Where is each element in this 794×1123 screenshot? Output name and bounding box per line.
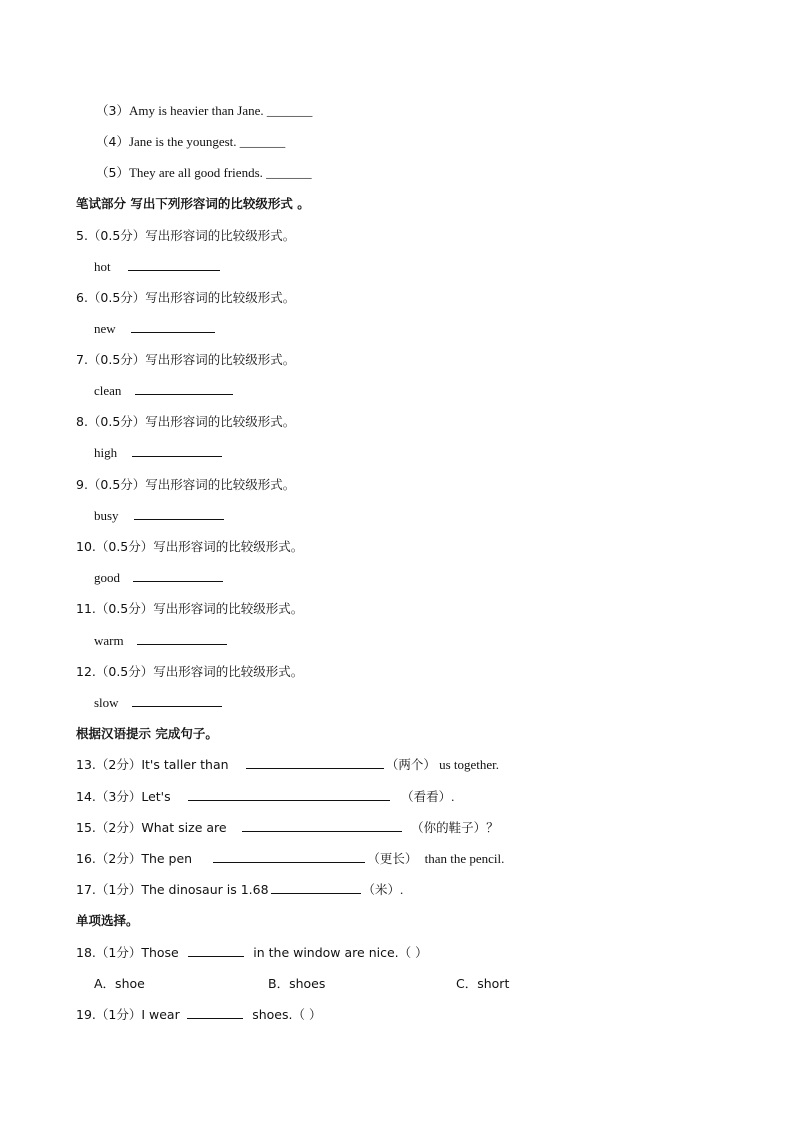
question-suffix: shoes.（ ） xyxy=(252,1007,322,1022)
answer-blank[interactable] xyxy=(187,1006,243,1019)
chinese-hint: （看看） xyxy=(401,789,452,804)
question-12-head: 12.（0.5分）写出形容词的比较级形式。 xyxy=(76,664,304,679)
question-suffix: us together. xyxy=(439,757,500,772)
answer-blank[interactable] xyxy=(271,881,361,894)
section-heading-multiple-choice: 单项选择。 xyxy=(76,913,139,928)
item-text: Amy is heavier than Jane. _______ xyxy=(128,103,313,118)
answer-blank[interactable] xyxy=(133,569,223,582)
question-11-answer-line xyxy=(94,632,229,650)
question-word: warm xyxy=(94,633,124,648)
question-5-head: 5.（0.5分）写出形容词的比较级形式。 xyxy=(76,228,296,243)
item-text: They are all good friends. _______ xyxy=(128,165,312,180)
question-word: clean xyxy=(94,383,122,398)
answer-blank[interactable] xyxy=(188,788,390,801)
question-6-head: 6.（0.5分）写出形容词的比较级形式。 xyxy=(76,290,296,305)
question-14 xyxy=(76,788,454,806)
question-5-answer-line xyxy=(94,258,222,276)
item-number: （4） xyxy=(96,134,129,149)
answer-blank[interactable] xyxy=(132,694,222,707)
answer-blank[interactable] xyxy=(213,850,365,863)
answer-blank[interactable] xyxy=(132,444,222,457)
chinese-hint: （两个） xyxy=(385,757,436,772)
chinese-hint: （米） xyxy=(362,882,401,897)
question-8-answer-line xyxy=(94,444,224,462)
tf-item-4 xyxy=(96,133,285,151)
item-text: Jane is the youngest. _______ xyxy=(128,134,286,149)
question-13 xyxy=(76,756,499,774)
question-18 xyxy=(76,944,428,962)
question-18-option-b[interactable]: B．shoes xyxy=(268,976,326,991)
question-prefix: 13.（2分）It's taller than xyxy=(76,757,229,772)
question-word: good xyxy=(94,570,120,585)
question-19 xyxy=(76,1006,321,1024)
question-word: busy xyxy=(94,508,119,523)
question-16 xyxy=(76,850,504,868)
question-prefix: 17.（1分）The dinosaur is 1.68 xyxy=(76,882,269,897)
question-prefix: 19.（1分）I wear xyxy=(76,1007,180,1022)
answer-blank[interactable] xyxy=(131,320,215,333)
question-10-answer-line xyxy=(94,569,225,587)
answer-blank[interactable] xyxy=(242,819,402,832)
question-word: new xyxy=(94,321,116,336)
answer-blank[interactable] xyxy=(137,632,227,645)
chinese-hint: （更长） xyxy=(367,851,418,866)
question-18-option-a[interactable]: A．shoe xyxy=(94,976,145,991)
question-15 xyxy=(76,819,499,837)
question-word: hot xyxy=(94,259,111,274)
question-suffix: than the pencil. xyxy=(424,851,505,866)
question-suffix: . xyxy=(451,789,455,804)
question-9-answer-line xyxy=(94,507,226,525)
tf-item-5 xyxy=(96,164,312,182)
answer-blank[interactable] xyxy=(134,507,224,520)
question-prefix: 14.（3分）Let's xyxy=(76,789,171,804)
question-prefix: 16.（2分）The pen xyxy=(76,851,193,866)
question-prefix: 18.（1分）Those xyxy=(76,945,179,960)
question-word: slow xyxy=(94,695,119,710)
question-word: high xyxy=(94,445,118,460)
tf-item-3 xyxy=(96,102,312,120)
answer-blank[interactable] xyxy=(128,258,220,271)
answer-blank[interactable] xyxy=(188,944,244,957)
question-17 xyxy=(76,881,403,899)
question-7-answer-line xyxy=(94,382,235,400)
answer-blank[interactable] xyxy=(135,382,233,395)
item-number: （3） xyxy=(96,103,129,118)
question-18-option-c[interactable]: C．short xyxy=(456,976,510,991)
question-11-head: 11.（0.5分）写出形容词的比较级形式。 xyxy=(76,601,304,616)
answer-blank[interactable] xyxy=(246,756,384,769)
question-8-head: 8.（0.5分）写出形容词的比较级形式。 xyxy=(76,414,296,429)
question-6-answer-line xyxy=(94,320,217,338)
question-suffix: . xyxy=(400,882,404,897)
section-heading-comparative: 笔试部分 写出下列形容词的比较级形式 。 xyxy=(76,196,310,211)
question-7-head: 7.（0.5分）写出形容词的比较级形式。 xyxy=(76,352,296,367)
item-number: （5） xyxy=(96,165,129,180)
question-prefix: 15.（2分）What size are xyxy=(76,820,227,835)
question-9-head: 9.（0.5分）写出形容词的比较级形式。 xyxy=(76,477,296,492)
section-heading-complete-sentences: 根据汉语提示 完成句子。 xyxy=(76,726,218,741)
question-10-head: 10.（0.5分）写出形容词的比较级形式。 xyxy=(76,539,304,554)
chinese-hint: （你的鞋子）？ xyxy=(411,820,499,835)
question-suffix: in the window are nice.（ ） xyxy=(253,945,428,960)
question-12-answer-line xyxy=(94,694,224,712)
